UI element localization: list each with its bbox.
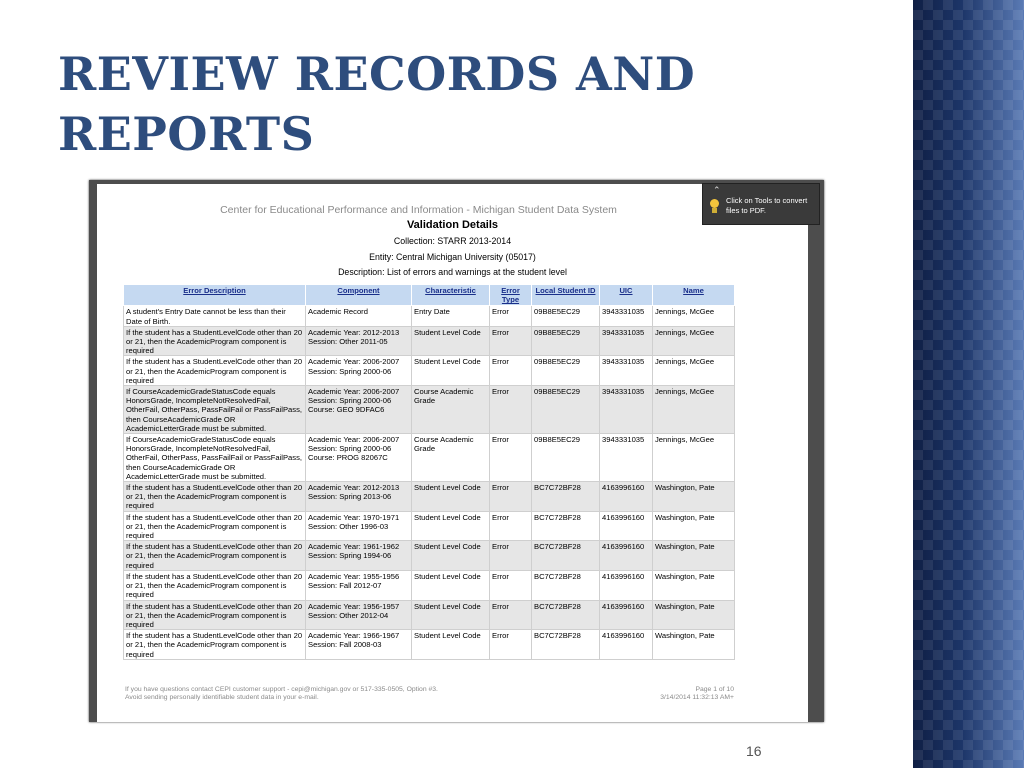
student-name-cell: Washington, Pate	[653, 570, 735, 600]
uic-cell: 4163996160	[600, 600, 653, 630]
column-header[interactable]: Name	[653, 285, 735, 306]
uic-cell: 4163996160	[600, 482, 653, 512]
error-type-cell: Error	[490, 541, 532, 571]
report-page-indicator: Page 1 of 10	[695, 686, 734, 693]
student-name-cell: Jennings, McGee	[653, 306, 735, 326]
student-name-cell: Washington, Pate	[653, 600, 735, 630]
column-header[interactable]: Local Student ID	[532, 285, 600, 306]
uic-cell: 4163996160	[600, 630, 653, 660]
table-row	[124, 511, 735, 541]
component-cell: Academic Year: 2006-2007 Session: Spring 2000-06 Course: GEO 9DFAC6	[306, 386, 412, 434]
local-student-id-cell: 09B8E5EC29	[532, 386, 600, 434]
local-student-id-cell: BC7C72BF28	[532, 570, 600, 600]
decorative-side-panel	[913, 0, 1024, 768]
table-body	[124, 306, 735, 659]
report-footer-left	[125, 686, 545, 703]
student-name-cell: Washington, Pate	[653, 482, 735, 512]
error-type-cell: Error	[490, 434, 532, 482]
report-footer-right	[574, 686, 734, 703]
error-description-cell: If the student has a StudentLevelCode other than 20 or 21, then the AcademicProgram component is required	[124, 482, 306, 512]
characteristic-cell: Course Academic Grade	[412, 434, 490, 482]
privacy-notice-text: Avoid sending personally identifiable student data in your e-mail.	[125, 694, 319, 702]
table-row	[124, 326, 735, 356]
tooltip-text: Click on Tools to convert files to PDF.	[726, 196, 808, 215]
error-description-cell: If the student has a StudentLevelCode other than 20 or 21, then the AcademicProgram component is required	[124, 511, 306, 541]
student-name-cell: Washington, Pate	[653, 630, 735, 660]
component-cell: Academic Year: 1955-1956 Session: Fall 2012-07	[306, 570, 412, 600]
slide-title-line2: REPORTS	[58, 107, 315, 161]
error-description-cell: If the student has a StudentLevelCode other than 20 or 21, then the AcademicProgram component is required	[124, 326, 306, 356]
characteristic-cell: Course Academic Grade	[412, 386, 490, 434]
component-cell: Academic Year: 1966-1967 Session: Fall 2008-03	[306, 630, 412, 660]
student-name-cell: Washington, Pate	[653, 511, 735, 541]
characteristic-cell: Student Level Code	[412, 541, 490, 571]
error-type-cell: Error	[490, 511, 532, 541]
characteristic-cell: Student Level Code	[412, 356, 490, 386]
student-name-cell: Jennings, McGee	[653, 356, 735, 386]
uic-cell: 4163996160	[600, 541, 653, 571]
uic-cell: 3943331035	[600, 306, 653, 326]
component-cell: Academic Year: 1970-1971 Session: Other 1996-03	[306, 511, 412, 541]
table-row	[124, 630, 735, 660]
component-cell: Academic Year: 2012-2013 Session: Spring 2013-06	[306, 482, 412, 512]
error-description-cell: If CourseAcademicGradeStatusCode equals HonorsGrade, IncompleteNotResolvedFail, OtherFail, OtherPass, PassFailFail or PassFailPass, then CourseAcademicGrade OR AcademicLetterGrade must be submitted.	[124, 434, 306, 482]
local-student-id-cell: BC7C72BF28	[532, 600, 600, 630]
report-title: Validation Details	[406, 219, 499, 231]
report-entity: Entity: Central Michigan University (05017)	[369, 252, 536, 262]
component-cell: Academic Year: 1956-1957 Session: Other 2012-04	[306, 600, 412, 630]
slide-page-number: 16	[746, 743, 762, 759]
table-row	[124, 306, 735, 326]
lightbulb-base-icon	[712, 208, 717, 213]
column-header[interactable]: Error Description	[124, 285, 306, 306]
error-type-cell: Error	[490, 356, 532, 386]
student-name-cell: Washington, Pate	[653, 541, 735, 571]
table-row	[124, 356, 735, 386]
collapse-chevron-icon[interactable]: ⌃	[713, 185, 721, 195]
uic-cell: 3943331035	[600, 386, 653, 434]
report-timestamp: 3/14/2014 11:32:13 AM+	[660, 694, 734, 702]
convert-to-pdf-tooltip[interactable]	[702, 183, 820, 225]
pdf-page	[97, 184, 808, 722]
uic-cell: 4163996160	[600, 570, 653, 600]
table-header-row	[124, 285, 735, 306]
error-description-cell: If CourseAcademicGradeStatusCode equals HonorsGrade, IncompleteNotResolvedFail, OtherFail, OtherPass, PassFailFail or PassFailPass, then CourseAcademicGrade OR AcademicLetterGrade must be submitted.	[124, 386, 306, 434]
table-row	[124, 482, 735, 512]
error-type-cell: Error	[490, 630, 532, 660]
component-cell: Academic Year: 1961-1962 Session: Spring 1994-06	[306, 541, 412, 571]
local-student-id-cell: 09B8E5EC29	[532, 356, 600, 386]
report-organization: Center for Educational Performance and Information - Michigan Student Data System	[220, 204, 617, 216]
uic-cell: 3943331035	[600, 326, 653, 356]
pdf-viewer-screenshot	[89, 180, 824, 722]
uic-cell: 4163996160	[600, 511, 653, 541]
local-student-id-cell: 09B8E5EC29	[532, 306, 600, 326]
student-name-cell: Jennings, McGee	[653, 326, 735, 356]
component-cell: Academic Year: 2012-2013 Session: Other 2011-05	[306, 326, 412, 356]
table-row	[124, 386, 735, 434]
error-type-cell: Error	[490, 306, 532, 326]
component-cell: Academic Year: 2006-2007 Session: Spring 2000-06 Course: PROG 82067C	[306, 434, 412, 482]
error-type-cell: Error	[490, 600, 532, 630]
validation-details-table	[123, 284, 735, 660]
student-name-cell: Jennings, McGee	[653, 434, 735, 482]
component-cell: Academic Year: 2006-2007 Session: Spring 2000-06	[306, 356, 412, 386]
uic-cell: 3943331035	[600, 434, 653, 482]
table-row	[124, 541, 735, 571]
local-student-id-cell: 09B8E5EC29	[532, 326, 600, 356]
table-row	[124, 434, 735, 482]
local-student-id-cell: BC7C72BF28	[532, 630, 600, 660]
error-description-cell: If the student has a StudentLevelCode other than 20 or 21, then the AcademicProgram component is required	[124, 541, 306, 571]
local-student-id-cell: 09B8E5EC29	[532, 434, 600, 482]
characteristic-cell: Entry Date	[412, 306, 490, 326]
report-collection: Collection: STARR 2013-2014	[393, 236, 512, 246]
characteristic-cell: Student Level Code	[412, 482, 490, 512]
local-student-id-cell: BC7C72BF28	[532, 482, 600, 512]
error-type-cell: Error	[490, 482, 532, 512]
error-description-cell: If the student has a StudentLevelCode other than 20 or 21, then the AcademicProgram component is required	[124, 356, 306, 386]
characteristic-cell: Student Level Code	[412, 511, 490, 541]
characteristic-cell: Student Level Code	[412, 630, 490, 660]
student-name-cell: Jennings, McGee	[653, 386, 735, 434]
local-student-id-cell: BC7C72BF28	[532, 511, 600, 541]
slide-title	[58, 44, 778, 164]
table-row	[124, 570, 735, 600]
column-header[interactable]: Error Type	[490, 285, 532, 306]
uic-cell: 3943331035	[600, 356, 653, 386]
local-student-id-cell: BC7C72BF28	[532, 541, 600, 571]
support-contact-text: If you have questions contact CEPI customer support - cepi@michigan.gov or 517-335-0505, Option #3.	[125, 686, 438, 693]
error-description-cell: A student's Entry Date cannot be less than their Date of Birth.	[124, 306, 306, 326]
component-cell: Academic Record	[306, 306, 412, 326]
error-type-cell: Error	[490, 570, 532, 600]
column-header[interactable]: Characteristic	[412, 285, 490, 306]
error-description-cell: If the student has a StudentLevelCode other than 20 or 21, then the AcademicProgram component is required	[124, 570, 306, 600]
column-header[interactable]: UIC	[600, 285, 653, 306]
characteristic-cell: Student Level Code	[412, 570, 490, 600]
report-description: Description: List of errors and warnings at the student level	[338, 267, 567, 277]
lightbulb-icon	[710, 199, 719, 208]
error-description-cell: If the student has a StudentLevelCode other than 20 or 21, then the AcademicProgram component is required	[124, 600, 306, 630]
slide-title-line1: REVIEW RECORDS AND	[58, 47, 696, 101]
table-row	[124, 600, 735, 630]
error-type-cell: Error	[490, 386, 532, 434]
characteristic-cell: Student Level Code	[412, 600, 490, 630]
error-description-cell: If the student has a StudentLevelCode other than 20 or 21, then the AcademicProgram component is required	[124, 630, 306, 660]
characteristic-cell: Student Level Code	[412, 326, 490, 356]
error-type-cell: Error	[490, 326, 532, 356]
column-header[interactable]: Component	[306, 285, 412, 306]
